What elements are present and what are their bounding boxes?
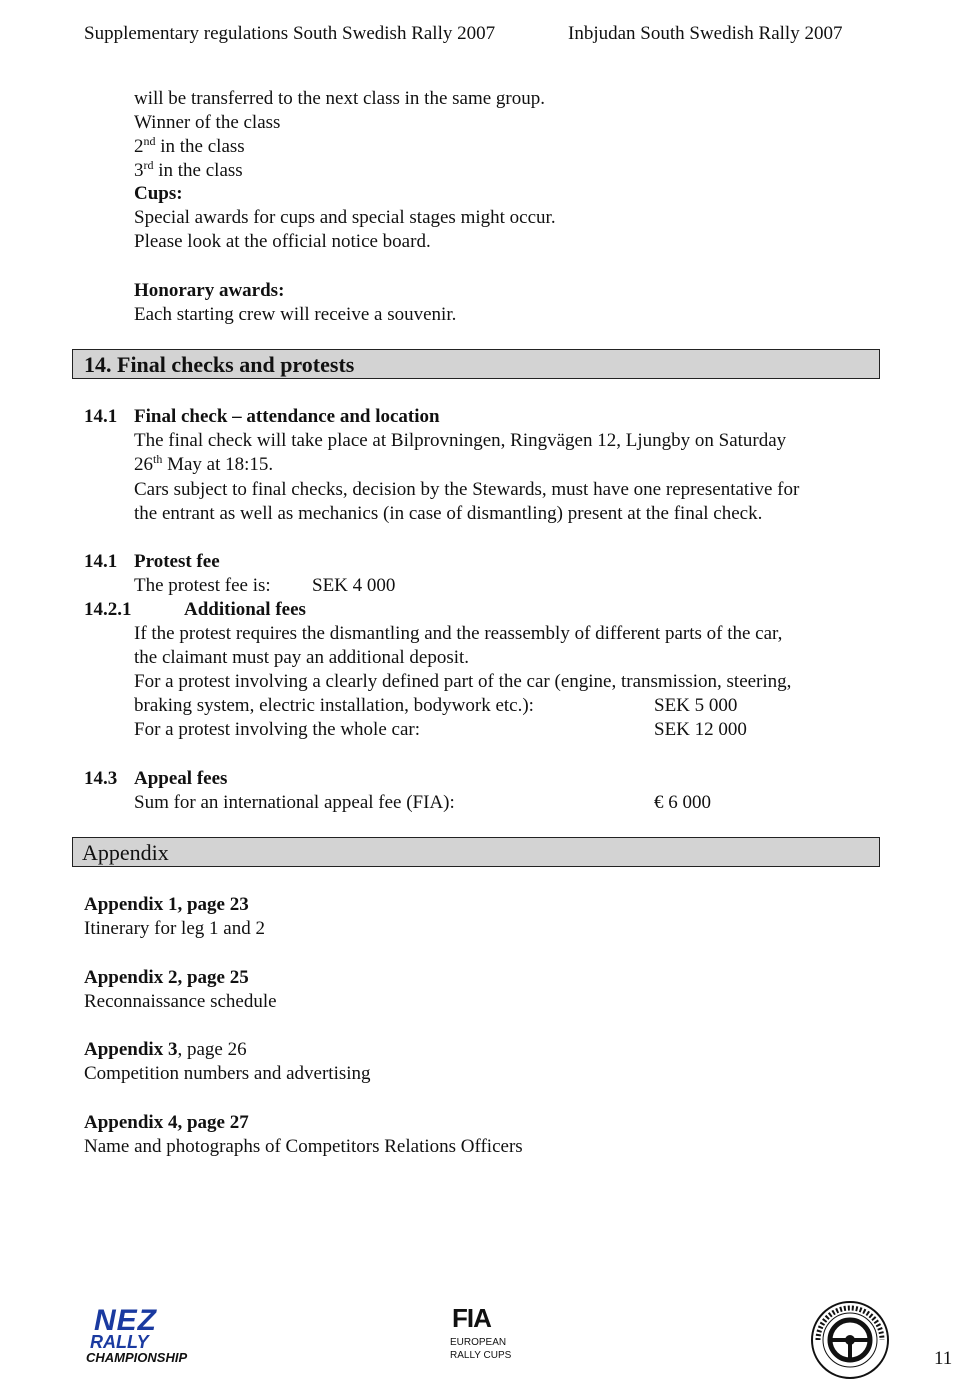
s143-num: 14.3 [84,768,118,789]
s141-title: Final check – attendance and location [134,406,440,427]
awards-line-1: will be transferred to the next class in the same group. [134,88,546,109]
appendix-box [72,837,880,867]
s1421-line-5-value: SEK 12 000 [654,719,747,740]
appendix-item-desc: Reconnaissance schedule [84,991,277,1012]
s1421-line-4-value: SEK 5 000 [654,695,738,716]
s1421-line-5: For a protest involving the whole car: [134,719,420,740]
protest-fee-label: The protest fee is: [134,575,271,596]
awards-line-2: Winner of the class [134,112,281,133]
appendix-item-title: Appendix 3, page 26 [84,1039,247,1060]
s142-title: Protest fee [134,551,220,572]
awards-line-4: 3rd in the class [134,158,243,181]
cups-title: Cups: [134,183,183,204]
steering-wheel-icon [810,1300,890,1380]
header-left: Supplementary regulations South Swedish Rally 2007 [84,23,496,44]
s1421-line-1: If the protest requires the dismantling and the reassembly of different parts of the car, [134,623,783,644]
s142-num: 14.1 [84,551,118,572]
protest-fee-value: SEK 4 000 [312,575,396,596]
s1421-line-3: For a protest involving a clearly defined part of the car (engine, transmission, steering, [134,671,792,692]
appeal-fee-value: € 6 000 [654,792,711,813]
appendix-title: Appendix [82,840,169,865]
s141-line-4: the entrant as well as mechanics (in case of dismantling) present at the final check. [134,503,763,524]
s1421-line-2: the claimant must pay an additional deposit. [134,647,470,668]
appendix-item-desc: Itinerary for leg 1 and 2 [84,918,265,939]
s141-num: 14.1 [84,406,118,427]
s1421-num: 14.2.1 [84,599,132,620]
svenska-bilsportforbundet-seal [810,1300,890,1380]
appendix-item-desc: Name and photographs of Competitors Relations Officers [84,1136,523,1157]
s141-line-1: The final check will take place at Bilprovningen, Ringvägen 12, Ljungby on Saturday [134,430,787,451]
page-number: 11 [934,1348,953,1369]
s141-line-3: Cars subject to final checks, decision by the Stewards, must have one representative for [134,479,800,500]
s141-line-2: 26th May at 18:15. [134,452,274,475]
s1421-title: Additional fees [184,599,306,620]
appeal-fee-label: Sum for an international appeal fee (FIA): [134,792,455,813]
appendix-item-title: Appendix 4, page 27 [84,1112,249,1133]
s143-title: Appeal fees [134,768,228,789]
cups-line-2: Please look at the official notice board. [134,231,431,252]
awards-line-3: 2nd in the class [134,134,245,157]
section-14-title: 14. Final checks and protests [84,352,355,377]
header-right: Inbjudan South Swedish Rally 2007 [568,23,843,44]
s1421-line-4: braking system, electric installation, bodywork etc.): [134,695,534,716]
nez-rally-logo: NEZ RALLY CHAMPIONSHIP [86,1304,188,1365]
honorary-title: Honorary awards: [134,280,285,301]
appendix-item-title: Appendix 1, page 23 [84,894,249,915]
cups-line-1: Special awards for cups and special stages might occur. [134,207,556,228]
fia-european-rally-cups-logo: FIA EUROPEAN RALLY CUPS [450,1303,512,1361]
honorary-text: Each starting crew will receive a souvenir. [134,304,457,325]
appendix-item-desc: Competition numbers and advertising [84,1063,371,1084]
appendix-item-title: Appendix 2, page 25 [84,967,249,988]
